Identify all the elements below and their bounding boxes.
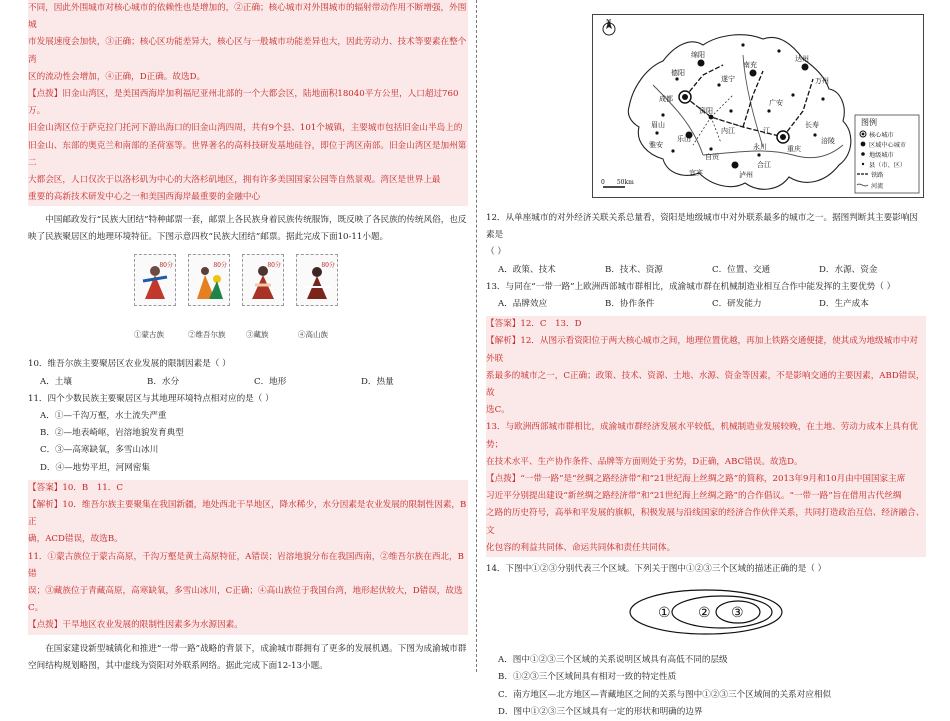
city-label: 资阳 — [699, 107, 713, 115]
analysis-line: 在技术水平、生产协作条件、品牌等方面则处于劣势，D正确，ABC错误。故选D。 — [486, 456, 803, 467]
stamp-caption: ②维吾尔族 — [188, 330, 226, 340]
analysis-line: 【解析】10．维吾尔族主要聚集在我国新疆，地处西北干旱地区，降水稀少，水分因素是农业发展的限制性因素，B正 — [28, 500, 467, 528]
dancer-figure-icon — [301, 263, 333, 301]
region-label: ③ — [731, 605, 744, 622]
answer-line: 【答案】10．B 11．C — [28, 482, 123, 493]
city-label: 达州 — [795, 55, 809, 63]
city-label: 永川 — [753, 143, 767, 151]
dianbo-bay-area — [28, 86, 468, 206]
map-legend — [855, 115, 919, 193]
dianbo-arid — [28, 617, 468, 634]
north-label: N — [606, 19, 612, 26]
option: A．图中①②③三个区域的关系说明区域具有高低不同的层级 — [498, 655, 728, 666]
region-label: ① — [658, 605, 671, 622]
city-label: 合江 — [757, 161, 771, 169]
option: D．水源、资金 — [819, 264, 878, 275]
city-label: 成都 — [659, 95, 673, 103]
option: C．位置、交通 — [712, 264, 771, 275]
stamp-tibetan — [242, 254, 284, 306]
q10-options — [28, 374, 468, 391]
city-label: 万州 — [815, 77, 829, 85]
dianbo-line: 旧金山、东部的奥克兰和南部的圣荷塞等。世界著名的高科技研发基地硅谷，即位于湾区南部。旧金山湾区是加州第二 — [28, 140, 467, 168]
stamp-caption: ④高山族 — [298, 330, 328, 340]
option: B．协作条件 — [605, 299, 655, 310]
city-label: 南充 — [743, 61, 757, 69]
dianbo-line: 旧金山湾区位于萨克拉门托河下游出海口的旧金山湾四周，共有9个县、101个城镇，主要城市包括旧金山半岛上的 — [28, 123, 463, 134]
stamp-face-value: 80分 — [213, 262, 227, 270]
stmt-line: 空间结构规划略图，其中虚线为资阳对外联系网络。据此完成下面12-13小题。 — [28, 660, 328, 671]
map-area — [486, 0, 926, 210]
city-label: 宜宾 — [689, 169, 703, 177]
city-label: 内江 — [721, 127, 735, 135]
city-label: 江 — [763, 127, 770, 135]
option: B．技术、资源 — [605, 264, 663, 275]
stamp-caption: ①蒙古族 — [134, 330, 164, 340]
dianbo-line: 重要的高新技术研发中心之一和美国西海岸最重要的金融中心 — [28, 192, 261, 203]
dancer-figure-icon — [139, 263, 171, 301]
analysis-continued — [28, 0, 468, 86]
legend-item: 县（市、区） — [869, 162, 907, 169]
city-label: 眉山 — [651, 121, 665, 129]
legend-title: 图例 — [861, 118, 877, 127]
stamps-figure — [28, 254, 468, 352]
region-map — [593, 15, 923, 197]
analysis-line: 误；③藏族位于青藏高原，高寒缺氧，多雪山冰川，C正确；④高山族位于我国台湾，地形起伏较大，D错误，故选 — [28, 586, 463, 597]
analysis-line: 系最多的城市之一，C正确；政策、技术、资源、土地、水源、资金等因素，不是影响交通的主要因素，ABD错误，故 — [486, 370, 925, 399]
dianbo-line: 化包容的利益共同体、命运共同体和责任共同体。 — [486, 542, 676, 553]
stamp-gaoshan — [296, 254, 338, 306]
dianbo-line: 之路的历史符号，高举和平发展的旗帜，积极发展与沿线国家的经济合作伙伴关系，共同打造政治互信、经济融合、文 — [486, 508, 925, 536]
option: C．研发能力 — [712, 299, 762, 310]
analysis-line: 确，ACD错误，故选B。 — [28, 534, 123, 545]
dianbo-line: 大都会区，人口仅次于以洛杉矶为中心的大洛杉矶地区，拥有许多美国国家公园等自然景观。湾区是世界上最 — [28, 175, 441, 186]
legend-item: 河流 — [871, 183, 884, 190]
question-14: 14．下图中①②③分别代表三个区域。下列关于图中①②③三个区域的描述正确的是（ ） — [486, 564, 827, 575]
stamp-statement — [28, 212, 468, 246]
column-divider — [476, 0, 477, 672]
q13-options — [486, 296, 926, 313]
dianbo-line: 【点拨】“一带一路”是“丝绸之路经济带”和“21世纪海上丝绸之路”的简称，2013年9月和10月由中国国家主席 — [486, 474, 906, 485]
dianbo-line: 习近平分别提出建设“新丝绸之路经济带”和“21世纪海上丝绸之路”的合作倡议。“一带一路”旨在借用古代丝绸 — [486, 491, 902, 502]
analysis-line: 不同，因此外围城市对核心城市的依赖性也是增加的，②正确；核心城市对外围城市的辐射带动作用不断增强，外围城 — [28, 3, 467, 31]
dancer-figure-icon — [193, 263, 225, 301]
stmt-line: 在国家建设新型城镇化和推进“一带一路”战略的背景下，成渝城市群拥有了更多的发展机遇。下图为成渝城市群 — [45, 643, 467, 654]
city-label: 自贡 — [705, 153, 719, 161]
answer-10-11 — [28, 480, 468, 497]
question-11: 11．四个少数民族主要聚居区与其地理环境特点相对应的是（ ） — [28, 393, 274, 404]
chengyu-map — [592, 14, 924, 198]
option: B．①②③三个区域间具有相对一致的特定性质 — [498, 672, 677, 683]
analysis-12-13 — [486, 333, 926, 471]
stamp-face-value: 80分 — [267, 262, 281, 270]
city-label: 德阳 — [671, 69, 685, 77]
answer-line: 【答案】12．C 13．D — [486, 319, 582, 330]
option: C．地形 — [254, 376, 287, 387]
nested-regions-figure — [486, 582, 926, 648]
dianbo-belt-road — [486, 471, 926, 557]
option: A．土壤 — [40, 376, 72, 387]
legend-item: 核心城市 — [869, 132, 894, 139]
stmt-line: 中国邮政发行“民族大团结”特种邮票一套，邮票上各民族身着民族传统服饰，既反映了各民族的传统风俗，也反 — [45, 215, 467, 226]
option: D．生产成本 — [819, 299, 869, 310]
analysis-line: 市发展速度会加快，③正确；核心区功能差异大，核心区与一般城市功能差异也大，因此劳动力、技术等要素在整个湾 — [28, 37, 467, 65]
legend-item: 区域中心城市 — [869, 142, 907, 149]
city-label: 绵阳 — [691, 51, 705, 59]
dianbo-line: 【点拨】旧金山湾区，是美国西海岸加利福尼亚州北部的一个大都会区，陆地面积18040平方公里，人口超过760万。 — [28, 89, 459, 117]
city-label: 遂宁 — [721, 75, 735, 83]
city-label: 重庆 — [787, 145, 801, 153]
stamp-face-value: 80分 — [321, 262, 335, 270]
option: B．②—地表崎岖，岩溶地貌发育典型 — [40, 428, 184, 439]
answer-12-13 — [486, 316, 926, 333]
question-12: 12．从单座城市的对外经济关联关系总量看，资阳是地级城市中对外联系最多的城市之一。据图判断其主要影响因素是 — [486, 213, 919, 241]
analysis-10-11 — [28, 497, 468, 617]
legend-item: 地级城市 — [869, 152, 894, 159]
option: C．③—高寒缺氧，多雪山冰川 — [40, 445, 159, 456]
stamp-mongol — [134, 254, 176, 306]
option: B．水分 — [147, 376, 180, 387]
analysis-line: 【解析】12．从图示看资阳位于两大核心城市之间，地理位置优越，再加上铁路交通便捷，使其成为地级城市中对外联 — [486, 336, 919, 364]
legend-item: 铁路 — [871, 172, 884, 179]
stamp-uyghur — [188, 254, 230, 306]
region-label: ② — [698, 605, 711, 622]
option: D．图中①②③三个区域具有一定的形状和明确的边界 — [498, 706, 703, 717]
city-label: 长寿 — [805, 121, 819, 129]
stmt-line: 映了民族聚居区的地理环境特征。下图示意四枚“民族大团结”邮票。据此完成下面10-11小题。 — [28, 232, 389, 243]
q12-options — [486, 262, 926, 279]
dancer-figure-icon — [247, 263, 279, 301]
option: A．品牌效应 — [498, 299, 548, 310]
right-column — [486, 0, 926, 721]
city-label: 乐山 — [677, 135, 691, 143]
left-column — [28, 0, 468, 675]
city-label: 泸州 — [739, 171, 753, 179]
nested-ellipses — [486, 582, 926, 648]
stamp-face-value: 80分 — [159, 262, 173, 270]
option: A．政策、技术 — [498, 264, 556, 275]
question-12-cont: （ ） — [486, 247, 506, 258]
option: C．南方地区—北方地区—青藏地区之间的关系与图中①②③三个区域间的关系对应相似 — [498, 689, 832, 700]
analysis-line: C。 — [28, 603, 44, 614]
analysis-line: 区的流动性会增加，④正确，D正确。故选D。 — [28, 71, 206, 82]
dianbo-line: 【点拨】干旱地区农业发展的限制性因素多为水源因素。 — [28, 620, 243, 631]
city-label: 雅安 — [649, 141, 663, 149]
analysis-line: 选C。 — [486, 405, 510, 416]
analysis-line: 13．与欧洲西部城市群相比，成渝城市群经济发展水平较低，机械制造业发展较晚，在土地、劳动力成本上具有优势； — [486, 422, 919, 450]
option: D．热量 — [361, 376, 394, 387]
analysis-line: 11．①蒙古族位于蒙古高原，千沟万壑是黄土高原特征，A错误；岩溶地貌分布在我国西南，②维吾尔族在西北，B错 — [28, 551, 464, 579]
city-label: 涪陵 — [821, 137, 835, 145]
stamp-caption: ③藏族 — [246, 330, 269, 340]
question-13: 13．与同在“一带一路”上欧洲西部城市群相比，成渝城市群在机械制造业相互合作中能发挥的主要优势（ ） — [486, 281, 896, 292]
city-label: 广安 — [769, 99, 783, 107]
chengyu-statement — [28, 641, 468, 675]
option: A．①—千沟万壑，水土流失严重 — [40, 411, 167, 422]
question-10: 10．维吾尔族主要聚居区农业发展的限制因素是（ ） — [28, 359, 231, 370]
scale-bar: 0 50km — [601, 179, 634, 186]
option: D．④—地势平坦，河网密集 — [40, 462, 151, 473]
